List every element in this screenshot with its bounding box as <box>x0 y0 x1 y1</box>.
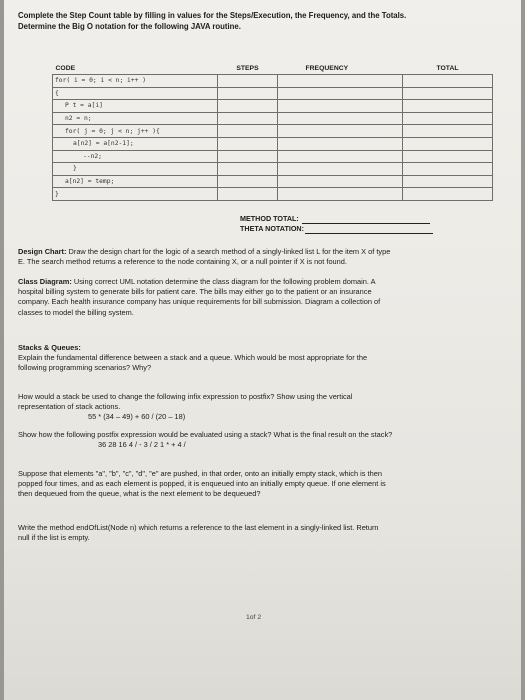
theta-notation-blank[interactable] <box>305 226 433 234</box>
steps-cell[interactable] <box>218 125 278 138</box>
table-row <box>53 175 493 188</box>
table-row <box>53 112 493 125</box>
method-total-label: METHOD TOTAL: <box>240 214 299 223</box>
frequency-cell[interactable] <box>278 163 403 176</box>
steps-cell[interactable] <box>218 137 278 150</box>
header-steps: STEPS <box>236 64 259 72</box>
code-text: --n2; <box>83 152 102 160</box>
class-diagram-section <box>18 277 510 318</box>
code-text: { <box>55 89 59 97</box>
total-cell[interactable] <box>403 112 493 125</box>
code-cell <box>53 125 218 138</box>
instruction-line-1: Complete the Step Count table by filling in values for the Steps/Execution, the Frequency, and the Totals. <box>18 11 407 20</box>
frequency-cell[interactable] <box>278 137 403 150</box>
design-chart-text-1: Draw the design chart for the logic of a search method of a singly-linked list L for the item X of type <box>66 247 391 256</box>
class-diagram-text-3: company. Each health insurance company has unique requirements for bill submission. Diagram a collection of <box>18 297 381 307</box>
frequency-cell[interactable] <box>278 112 403 125</box>
instructions <box>18 11 508 32</box>
total-cell[interactable] <box>403 137 493 150</box>
steps-cell[interactable] <box>218 175 278 188</box>
code-cell <box>53 100 218 113</box>
total-cell[interactable] <box>403 100 493 113</box>
steps-cell[interactable] <box>218 188 278 201</box>
class-diagram-text-4: classes to model the billing system. <box>18 307 134 317</box>
steps-cell[interactable] <box>218 100 278 113</box>
stacks-q5-line-2: null if the list is empty. <box>18 533 90 543</box>
code-cell <box>53 188 218 201</box>
table-body <box>53 75 493 201</box>
stacks-q2-line-2: representation of stack actions. <box>18 402 121 412</box>
method-total-blank[interactable] <box>302 216 430 224</box>
steps-cell[interactable] <box>218 163 278 176</box>
frequency-cell[interactable] <box>278 125 403 138</box>
stacks-q4-line-2: popped four times, and as each element is popped, it is enqueued into an initially empty queue. If one element is <box>18 479 386 489</box>
table-row <box>53 137 493 150</box>
total-cell[interactable] <box>403 150 493 163</box>
frequency-cell[interactable] <box>278 150 403 163</box>
code-text: } <box>73 165 77 173</box>
code-cell <box>53 163 218 176</box>
table-row <box>53 150 493 163</box>
code-text: } <box>55 190 59 198</box>
method-summary <box>240 214 433 234</box>
code-text: a[n2] = a[n2-1]; <box>73 140 134 148</box>
code-cell <box>53 112 218 125</box>
class-diagram-text-1: Using correct UML notation determine the class diagram for the following problem domain. A <box>71 277 376 286</box>
code-cell <box>53 75 218 88</box>
total-cell[interactable] <box>403 175 493 188</box>
table-row <box>53 100 493 113</box>
theta-notation-label: THETA NOTATION: <box>240 224 305 233</box>
stacks-q1-line-2: following programming scenarios? Why? <box>18 363 152 373</box>
step-count-table <box>52 62 493 201</box>
stacks-q3-line-1: Show how the following postfix expression would be evaluated using a stack? What is the final result on the stack? <box>18 430 393 439</box>
frequency-cell[interactable] <box>278 75 403 88</box>
stack-queue-question <box>18 469 510 500</box>
header-code: CODE <box>55 64 76 72</box>
stacks-q4-line-3: then dequeued from the queue, what is the next element to be dequeued? <box>18 489 261 499</box>
total-cell[interactable] <box>403 87 493 100</box>
header-frequency: FREQUENCY <box>305 64 349 72</box>
frequency-cell[interactable] <box>278 188 403 201</box>
frequency-cell[interactable] <box>278 87 403 100</box>
steps-cell[interactable] <box>218 75 278 88</box>
class-diagram-title: Class Diagram: <box>18 277 72 286</box>
stacks-title: Stacks & Queues: <box>18 343 81 352</box>
infix-question <box>18 392 510 423</box>
code-text: for( i = 0; i < n; i++ ) <box>55 77 146 85</box>
design-chart-section <box>18 247 510 267</box>
header-total: TOTAL <box>436 64 459 72</box>
total-cell[interactable] <box>403 163 493 176</box>
stacks-q4-line-1: Suppose that elements "a", "b", "c", "d", "e" are pushed, in that order, onto an initially empty stack, which is then <box>18 469 382 478</box>
page-number: 1of 2 <box>246 614 262 621</box>
table-row <box>53 188 493 201</box>
stacks-q2-line-1: How would a stack be used to change the following infix expression to postfix? Show using the vertical <box>18 392 353 401</box>
table-row <box>53 75 493 88</box>
total-cell[interactable] <box>403 75 493 88</box>
total-cell[interactable] <box>403 125 493 138</box>
code-text: P t = a[i] <box>65 102 103 110</box>
worksheet-page <box>4 0 521 700</box>
steps-cell[interactable] <box>218 112 278 125</box>
stacks-queues-section <box>18 343 510 374</box>
frequency-cell[interactable] <box>278 100 403 113</box>
code-cell <box>53 137 218 150</box>
postfix-question <box>18 430 510 450</box>
stacks-q5-line-1: Write the method endOfList(Node n) which returns a reference to the last element in a singly-linked list. Return <box>18 523 379 532</box>
design-chart-text-2: E. The search method returns a reference to the node containing X, or a null pointer if X is not found. <box>18 257 347 267</box>
code-cell <box>53 150 218 163</box>
total-cell[interactable] <box>403 188 493 201</box>
design-chart-title: Design Chart: <box>18 247 67 256</box>
code-text: a[n2] = temp; <box>65 178 115 186</box>
code-text: n2 = n; <box>65 115 92 123</box>
instruction-line-2: Determine the Big O notation for the following JAVA routine. <box>18 21 241 31</box>
stacks-q1-line-1: Explain the fundamental difference between a stack and a queue. Which would be most appropriate for the <box>18 353 368 363</box>
code-cell <box>53 87 218 100</box>
steps-cell[interactable] <box>218 150 278 163</box>
endoflist-question <box>18 523 510 543</box>
table-header-row <box>53 62 493 75</box>
infix-expression: 55 * (34 – 49) + 60 / (20 – 18) <box>88 412 186 422</box>
code-text: for( j = 0; j < n; j++ ){ <box>65 127 160 135</box>
frequency-cell[interactable] <box>278 175 403 188</box>
steps-cell[interactable] <box>218 87 278 100</box>
table-row <box>53 87 493 100</box>
class-diagram-text-2: hospital billing system to generate bills for patient care. The bills may either go to the patient or an insurance <box>18 287 372 297</box>
table-row <box>53 125 493 138</box>
code-cell <box>53 175 218 188</box>
table-row <box>53 163 493 176</box>
postfix-expression: 36 28 16 4 / - 3 / 2 1 * + 4 / <box>98 440 186 450</box>
